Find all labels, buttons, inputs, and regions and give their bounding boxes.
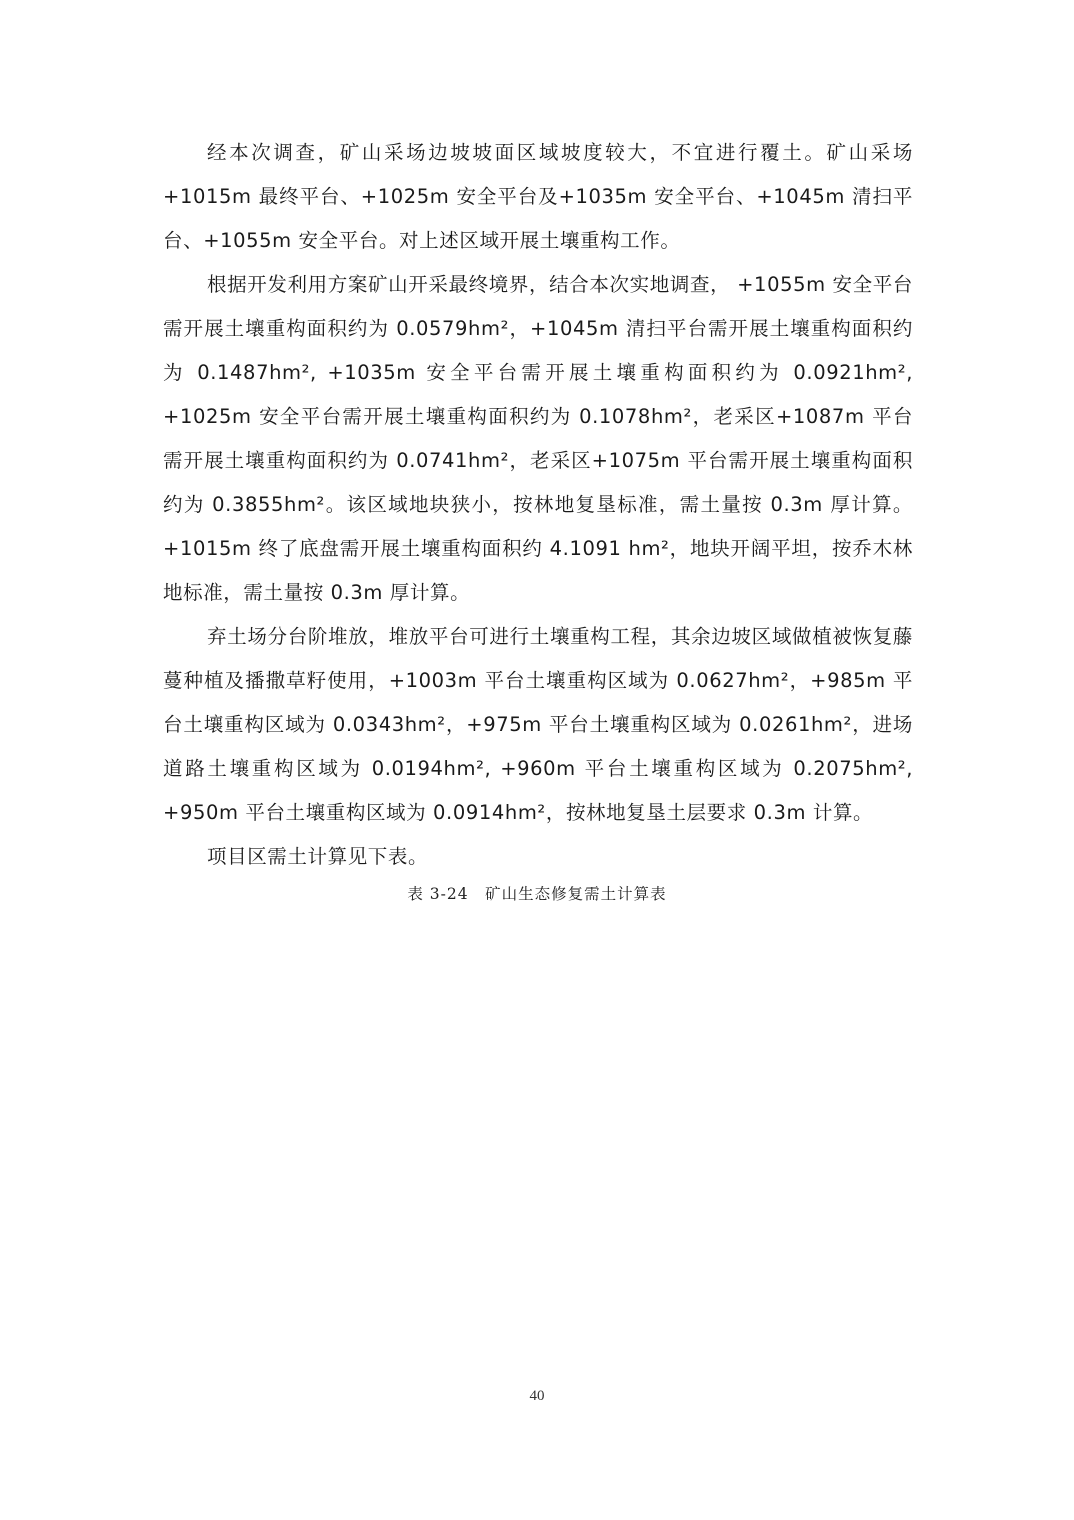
paragraph-table-intro: 项目区需土计算见下表。 <box>207 845 429 868</box>
body-text <box>163 131 913 879</box>
paragraph-survey-summary: 经本次调查，矿山采场边坡坡面区域坡度较大，不宜进行覆土。矿山采场+1015m 最终平台、+1025m 安全平台及+1035m 安全平台、+1045m 清扫平台、+1055m 安全平台。对上述区域开展土壤重构工作。 <box>163 141 913 252</box>
table-caption: 表 3-24 矿山生态修复需土计算表 <box>407 885 667 903</box>
paragraph-spoil-site: 弃土场分台阶堆放，堆放平台可进行土壤重构工程，其余边坡区域做植被恢复藤蔓种植及播撒草籽使用，+1003m 平台土壤重构区域为 0.0627hm²，+985m 平台土壤重构区域为 0.0343hm²，+975m 平台土壤重构区域为 0.0261hm²，进场道路土壤重构区域为 0.0194hm², +960m 平台土壤重构区域为 0.2075hm², +950m 平台土壤重构区域为 0.0914hm²，按林地复垦土层要求 0.3m 计算。 <box>163 625 913 824</box>
page-number: 40 <box>529 1388 545 1404</box>
paragraph-platform-areas: 根据开发利用方案矿山开采最终境界，结合本次实地调查， +1055m 安全平台需开展土壤重构面积约为 0.0579hm²，+1045m 清扫平台需开展土壤重构面积约为 0.1487hm², +1035m 安全平台需开展土壤重构面积约为 0.0921hm², +1025m 安全平台需开展土壤重构面积约为 0.1078hm²，老采区+1087m 平台需开展土壤重构面积约为 0.0741hm²，老采区+1075m 平台需开展土壤重构面积约为 0.3855hm²。该区域地块狭小，按林地复垦标准，需土量按 0.3m 厚计算。+1015m 终了底盘需开展土壤重构面积约 4.1091 hm²，地块开阔平坦，按乔木林地标准，需土量按 0.3m 厚计算。 <box>163 273 913 604</box>
